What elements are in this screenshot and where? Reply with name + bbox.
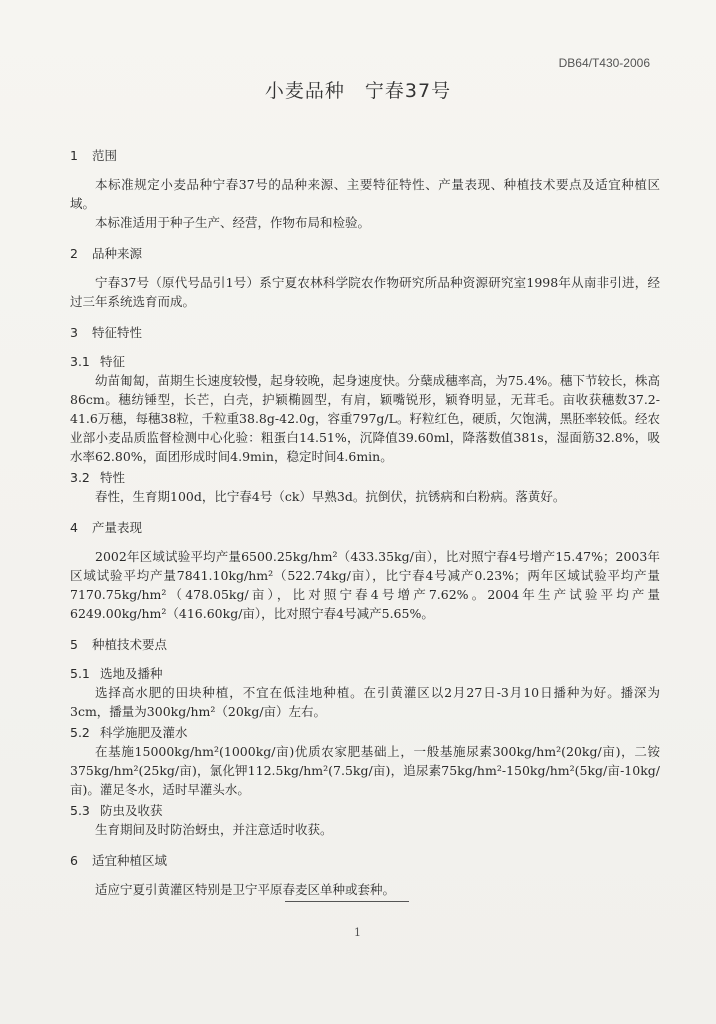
section-title: 特征特性 xyxy=(92,325,143,340)
subsection-title: 科学施肥及灌水 xyxy=(100,725,188,740)
section-number: 5 xyxy=(70,637,78,652)
footer-divider xyxy=(285,901,409,902)
section-1-paragraph-1: 本标准规定小麦品种宁春37号的品种来源、主要特征特性、产量表现、种植技术要点及适宜种植区域。 xyxy=(70,177,660,211)
document-code: DB64/T430-2006 xyxy=(558,56,650,70)
subsection-number: 5.2 xyxy=(70,725,90,740)
section-2-paragraph: 宁春37号（原代号品引1号）系宁夏农林科学院农作物研究所品种资源研究室1998年从南非引进，经过三年系统选育而成。 xyxy=(70,275,660,309)
section-title: 种植技术要点 xyxy=(92,637,168,652)
subsection-5-3-paragraph: 生育期间及时防治蚜虫，并注意适时收获。 xyxy=(95,822,333,837)
subsection-number: 3.1 xyxy=(70,354,90,369)
section-3-heading xyxy=(70,323,660,342)
section-1-paragraph-2: 本标准适用于种子生产、经营，作物布局和检验。 xyxy=(95,215,371,230)
subsection-5-1-paragraph: 选择高水肥的田块种植，不宜在低洼地种植。在引黄灌区以2月27日-3月10日播种为好。播深为3cm，播量为300kg/hm²（20kg/亩）左右。 xyxy=(70,685,660,719)
section-title: 范围 xyxy=(92,148,118,163)
subsection-3-1-paragraph: 幼苗匍匐，苗期生长速度较慢，起身较晚，起身速度快。分蘖成穗率高，为75.4%。穗下节较长，株高86cm。穗纺锤型，长芒，白壳，护颖椭圆型，有肩，颖嘴锐形，颖脊明显，无茸毛。亩收获穗数37.2-41.6万穗，每穗38粒，千粒重38.8g-42.0g，容重797g/L。籽粒红色，硬质，欠饱满，黑胚率较低。经农业部小麦品质监督检测中心化验：粗蛋白14.51%，沉降值39.60ml，降落数值381s，湿面筋32.8%，吸水率62.80%，面团形成时间4.9min，稳定时间4.6min。 xyxy=(70,373,660,464)
section-2-heading xyxy=(70,244,660,263)
section-number: 3 xyxy=(70,325,78,340)
subsection-title: 选地及播种 xyxy=(100,666,163,681)
subsection-number: 3.2 xyxy=(70,470,90,485)
subsection-title: 特征 xyxy=(100,354,126,369)
subsection-5-1-heading xyxy=(70,664,660,683)
subsection-5-3-heading xyxy=(70,801,660,820)
section-5-heading xyxy=(70,635,660,654)
subsection-title: 特性 xyxy=(100,470,126,485)
subsection-5-2-paragraph: 在基施15000kg/hm²(1000kg/亩)优质农家肥基础上，一般基施尿素300kg/hm²(20kg/亩)，二铵375kg/hm²(25kg/亩)，氯化钾112.5kg/hm²(7.5kg/亩)，追尿素75kg/hm²-150kg/hm²(5kg/亩-10kg/亩)。灌足冬水，适时早灌头水。 xyxy=(70,744,660,797)
document-title: 小麦品种 宁春37号 xyxy=(264,80,452,102)
section-number: 2 xyxy=(70,246,78,261)
subsection-3-2-paragraph: 春性，生育期100d，比宁春4号（ck）早熟3d。抗倒伏，抗锈病和白粉病。落黄好。 xyxy=(95,489,566,504)
section-4-heading xyxy=(70,518,660,537)
section-title: 产量表现 xyxy=(92,520,143,535)
subsection-3-1-heading xyxy=(70,352,660,371)
page-number: 1 xyxy=(354,926,361,939)
subsection-title: 防虫及收获 xyxy=(100,803,163,818)
section-number: 6 xyxy=(70,853,78,868)
section-number: 4 xyxy=(70,520,78,535)
section-1-heading xyxy=(70,146,660,165)
subsection-number: 5.3 xyxy=(70,803,90,818)
subsection-3-2-heading xyxy=(70,468,660,487)
section-6-paragraph: 适应宁夏引黄灌区特别是卫宁平原春麦区单种或套种。 xyxy=(95,882,396,897)
subsection-5-2-heading xyxy=(70,723,660,742)
section-title: 品种来源 xyxy=(92,246,143,261)
section-number: 1 xyxy=(70,148,78,163)
section-4-paragraph: 2002年区域试验平均产量6500.25kg/hm²（433.35kg/亩），比对照宁春4号增产15.47%；2003年区域试验平均产量7841.10kg/hm²（522.74kg/亩），比宁春4号减产0.23%；两年区域试验平均产量7170.75kg/hm²（478.05kg/亩），比对照宁春4号增产7.62%。2004年生产试验平均产量6249.00kg/hm²（416.60kg/亩），比对照宁春4号减产5.65%。 xyxy=(70,549,660,621)
section-6-heading xyxy=(70,851,660,870)
section-title: 适宜种植区域 xyxy=(92,853,168,868)
subsection-number: 5.1 xyxy=(70,666,90,681)
document-body xyxy=(70,134,660,899)
